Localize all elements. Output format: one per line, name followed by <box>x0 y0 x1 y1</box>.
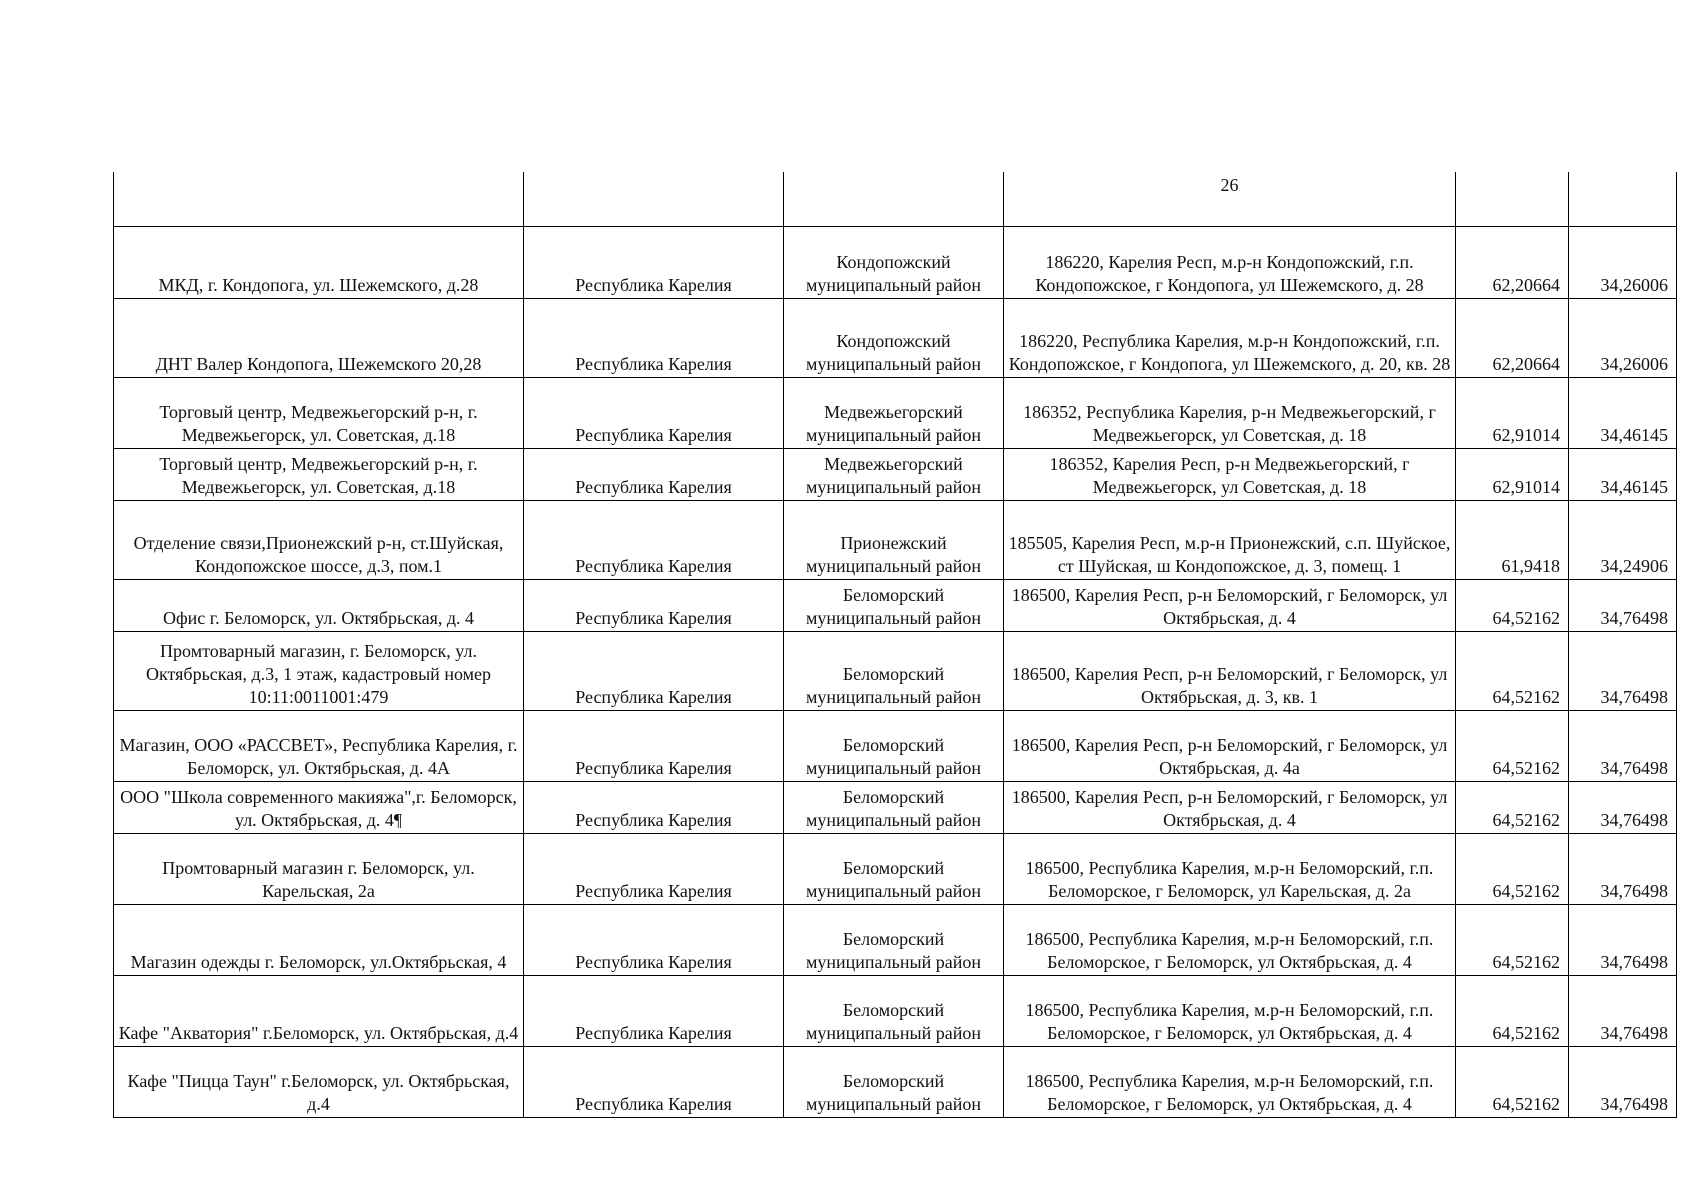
cell-empty <box>784 172 1004 226</box>
cell-address: 185505, Карелия Респ, м.р-н Прионежский, с.п. Шуйское, ст Шуйская, ш Кондопожское, д. 3, помещ. 1 <box>1004 500 1456 579</box>
cell-district: Беломорский муниципальный район <box>784 579 1004 631</box>
table-row <box>114 448 1677 500</box>
cell-latitude: 64,52162 <box>1456 975 1569 1046</box>
table-row <box>114 298 1677 377</box>
cell-region: Республика Карелия <box>524 500 784 579</box>
cell-longitude: 34,46145 <box>1569 377 1677 448</box>
table-row <box>114 579 1677 631</box>
cell-name: ДНТ Валер Кондопога, Шежемского 20,28 <box>114 298 524 377</box>
cell-latitude: 64,52162 <box>1456 781 1569 833</box>
cell-region: Республика Карелия <box>524 975 784 1046</box>
cell-region: Республика Карелия <box>524 833 784 904</box>
cell-address: 186352, Республика Карелия, р-н Медвежьегорский, г Медвежьегорск, ул Советская, д. 18 <box>1004 377 1456 448</box>
cell-name: Торговый центр, Медвежьегорский р-н, г. Медвежьегорск, ул. Советская, д.18 <box>114 377 524 448</box>
cell-region: Республика Карелия <box>524 710 784 781</box>
cell-longitude: 34,76498 <box>1569 579 1677 631</box>
cell-region: Республика Карелия <box>524 298 784 377</box>
cell-region: Республика Карелия <box>524 377 784 448</box>
cell-name: Магазин, ООО «РАССВЕТ», Республика Карелия, г. Беломорск, ул. Октябрьская, д. 4А <box>114 710 524 781</box>
table-row <box>114 781 1677 833</box>
cell-district: Беломорский муниципальный район <box>784 710 1004 781</box>
cell-latitude: 64,52162 <box>1456 1046 1569 1117</box>
cell-region: Республика Карелия <box>524 448 784 500</box>
cell-address: 186500, Карелия Респ, р-н Беломорский, г Беломорск, ул Октябрьская, д. 4а <box>1004 710 1456 781</box>
cell-address: 186220, Республика Карелия, м.р-н Кондопожский, г.п. Кондопожское, г Кондопога, ул Шежемского, д. 20, кв. 28 <box>1004 298 1456 377</box>
cell-address: 186500, Карелия Респ, р-н Беломорский, г Беломорск, ул Октябрьская, д. 4 <box>1004 579 1456 631</box>
cell-longitude: 34,76498 <box>1569 904 1677 975</box>
cell-region: Республика Карелия <box>524 579 784 631</box>
cell-region: Республика Карелия <box>524 631 784 710</box>
table-row <box>114 1046 1677 1117</box>
cell-district: Медвежьегорский муниципальный район <box>784 377 1004 448</box>
cell-district: Беломорский муниципальный район <box>784 904 1004 975</box>
table-row <box>114 226 1677 298</box>
table-row <box>114 631 1677 710</box>
cell-address: 186352, Карелия Респ, р-н Медвежьегорский, г Медвежьегорск, ул Советская, д. 18 <box>1004 448 1456 500</box>
cell-name: Магазин одежды г. Беломорск, ул.Октябрьская, 4 <box>114 904 524 975</box>
cell-address: 186500, Республика Карелия, м.р-н Беломорский, г.п. Беломорское, г Беломорск, ул Октябрьская, д. 4 <box>1004 1046 1456 1117</box>
cell-address: 186500, Карелия Респ, р-н Беломорский, г Беломорск, ул Октябрьская, д. 3, кв. 1 <box>1004 631 1456 710</box>
cell-latitude: 62,20664 <box>1456 298 1569 377</box>
cell-district: Беломорский муниципальный район <box>784 975 1004 1046</box>
cell-longitude: 34,76498 <box>1569 710 1677 781</box>
cell-longitude: 34,76498 <box>1569 975 1677 1046</box>
cell-district: Кондопожский муниципальный район <box>784 298 1004 377</box>
cell-longitude: 34,26006 <box>1569 298 1677 377</box>
cell-district: Беломорский муниципальный район <box>784 781 1004 833</box>
cell-district: Беломорский муниципальный район <box>784 631 1004 710</box>
cell-longitude: 34,46145 <box>1569 448 1677 500</box>
cell-district: Медвежьегорский муниципальный район <box>784 448 1004 500</box>
cell-longitude: 34,26006 <box>1569 226 1677 298</box>
table-row <box>114 710 1677 781</box>
cell-address: 186220, Карелия Респ, м.р-н Кондопожский, г.п. Кондопожское, г Кондопога, ул Шежемского, д. 28 <box>1004 226 1456 298</box>
page-number-row <box>114 172 1677 226</box>
cell-district: Беломорский муниципальный район <box>784 833 1004 904</box>
cell-latitude: 64,52162 <box>1456 579 1569 631</box>
table-row <box>114 833 1677 904</box>
cell-latitude: 61,9418 <box>1456 500 1569 579</box>
page-number-cell <box>1004 172 1456 226</box>
cell-longitude: 34,76498 <box>1569 833 1677 904</box>
table-row <box>114 975 1677 1046</box>
page-number: 26 <box>1220 175 1239 195</box>
cell-longitude: 34,76498 <box>1569 631 1677 710</box>
cell-name: МКД, г. Кондопога, ул. Шежемского, д.28 <box>114 226 524 298</box>
cell-longitude: 34,24906 <box>1569 500 1677 579</box>
table-body <box>114 172 1677 1117</box>
cell-name: Промтоварный магазин, г. Беломорск, ул. Октябрьская, д.3, 1 этаж, кадастровый номер 10:11:0011001:479 <box>114 631 524 710</box>
cell-name: Кафе "Акватория" г.Беломорск, ул. Октябрьская, д.4 <box>114 975 524 1046</box>
cell-latitude: 62,91014 <box>1456 448 1569 500</box>
cell-latitude: 62,91014 <box>1456 377 1569 448</box>
locations-table <box>113 172 1677 1118</box>
cell-latitude: 64,52162 <box>1456 833 1569 904</box>
cell-longitude: 34,76498 <box>1569 781 1677 833</box>
cell-latitude: 64,52162 <box>1456 631 1569 710</box>
cell-empty <box>1456 172 1569 226</box>
cell-latitude: 62,20664 <box>1456 226 1569 298</box>
cell-district: Беломорский муниципальный район <box>784 1046 1004 1117</box>
cell-district: Кондопожский муниципальный район <box>784 226 1004 298</box>
cell-name: Промтоварный магазин г. Беломорск, ул. Карельская, 2а <box>114 833 524 904</box>
cell-name: Отделение связи,Прионежский р-н, ст.Шуйская, Кондопожское шоссе, д.3, пом.1 <box>114 500 524 579</box>
table-row <box>114 500 1677 579</box>
cell-name: ООО "Школа современного макияжа",г. Беломорск, ул. Октябрьская, д. 4¶ <box>114 781 524 833</box>
cell-district: Прионежский муниципальный район <box>784 500 1004 579</box>
cell-address: 186500, Республика Карелия, м.р-н Беломорский, г.п. Беломорское, г Беломорск, ул Октябрьская, д. 4 <box>1004 904 1456 975</box>
table-row <box>114 904 1677 975</box>
cell-region: Республика Карелия <box>524 1046 784 1117</box>
cell-region: Республика Карелия <box>524 781 784 833</box>
cell-address: 186500, Республика Карелия, м.р-н Беломорский, г.п. Беломорское, г Беломорск, ул Октябрьская, д. 4 <box>1004 975 1456 1046</box>
cell-name: Офис г. Беломорск, ул. Октябрьская, д. 4 <box>114 579 524 631</box>
cell-empty <box>524 172 784 226</box>
cell-empty <box>1569 172 1677 226</box>
cell-name: Кафе "Пицца Таун" г.Беломорск, ул. Октябрьская, д.4 <box>114 1046 524 1117</box>
cell-name: Торговый центр, Медвежьегорский р-н, г. Медвежьегорск, ул. Советская, д.18 <box>114 448 524 500</box>
cell-address: 186500, Карелия Респ, р-н Беломорский, г Беломорск, ул Октябрьская, д. 4 <box>1004 781 1456 833</box>
cell-region: Республика Карелия <box>524 904 784 975</box>
table-row <box>114 377 1677 448</box>
cell-address: 186500, Республика Карелия, м.р-н Беломорский, г.п. Беломорское, г Беломорск, ул Карельская, д. 2а <box>1004 833 1456 904</box>
cell-region: Республика Карелия <box>524 226 784 298</box>
cell-latitude: 64,52162 <box>1456 904 1569 975</box>
cell-longitude: 34,76498 <box>1569 1046 1677 1117</box>
cell-empty <box>114 172 524 226</box>
cell-latitude: 64,52162 <box>1456 710 1569 781</box>
